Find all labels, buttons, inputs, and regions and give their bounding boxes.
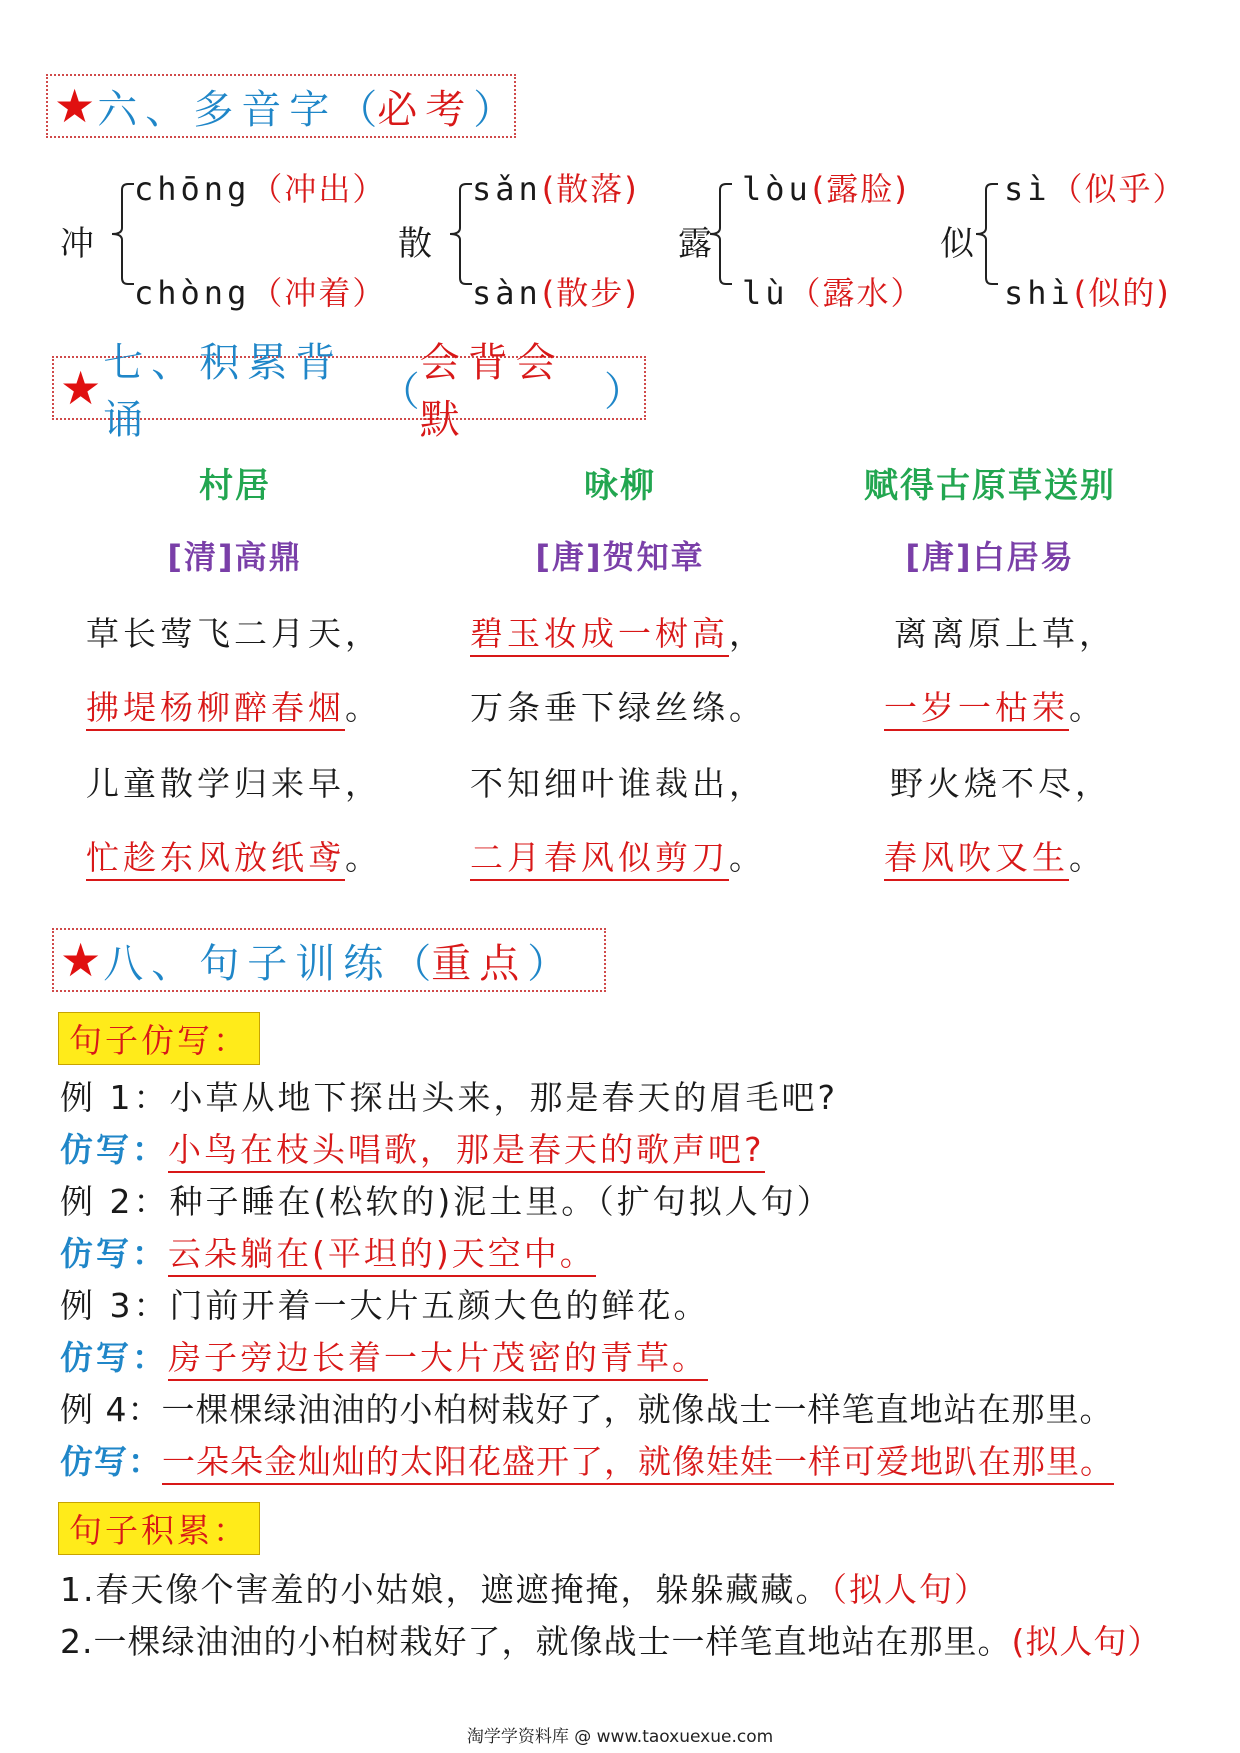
imitation-line: 仿写：小鸟在枝头唱歌，那是春天的歌声吧? [60,1124,765,1171]
section-6-header: ★ 六、多音字 （ 必考 ） [46,74,516,138]
example-line: 例 3：门前开着一大片五颜大色的鲜花。 [60,1286,710,1325]
example-line: 例 1：小草从地下探出头来，那是春天的眉毛吧? [60,1078,839,1117]
section-6-title: 六、多音字 [97,86,338,133]
section-7-header: ★ 七、积累背诵 （ 会背会默 ） [52,356,646,420]
poem-line: 二月春风似剪刀。 [470,832,766,879]
star-icon: ★ [60,361,102,415]
section-7-subtitle: 会背会默 [419,340,564,443]
poly-line: sì（似乎） [1004,170,1187,208]
section-8-subtitle: 重点 [431,940,528,987]
accumulation-tag: 句子积累： [58,1502,260,1555]
poly-line: sàn(散步) [472,274,639,312]
poem-line: 春风吹又生。 [884,832,1106,879]
poem-author: [清]高鼎 [167,538,303,576]
star-icon: ★ [54,79,96,133]
poem-line: 野火烧不尽， [890,764,1112,803]
poly-char: 散 [398,224,432,264]
poem-line: 万条垂下绿丝绦。 [470,688,766,727]
poem-title: 赋得古原草送别 [864,466,1116,506]
poem-line: 儿童散学归来早， [86,764,382,803]
section-6-subtitle: 必考 [377,86,474,133]
poly-line: sǎn(散落) [472,170,639,208]
footer-watermark: 淘学学资料库 @ www.taoxuexue.com [466,1727,774,1747]
imitation-line: 仿写：一朵朵金灿灿的太阳花盛开了，就像娃娃一样可爱地趴在那里。 [60,1436,1114,1483]
section-8-title: 八、句子训练 [103,940,392,987]
poem-line: 一岁一枯荣。 [884,682,1106,729]
imitation-line: 仿写：云朵躺在(平坦的)天空中。 [60,1228,596,1275]
poem-title: 咏柳 [584,466,656,506]
poly-char: 似 [940,224,974,264]
poem-line: 不知细叶谁裁出， [470,764,766,803]
poly-line: shì(似的) [1004,274,1171,312]
star-icon: ★ [60,933,102,987]
poly-line: chòng（冲着） [134,274,387,312]
poem-line: 碧玉妆成一树高， [470,608,766,655]
poem-line: 草长莺飞二月天， [86,614,382,653]
example-line: 例 4：一棵棵绿油油的小柏树栽好了，就像战士一样笔直地站在那里。 [60,1390,1114,1429]
example-line: 例 2：种子睡在(松软的)泥土里。（扩句拟人句） [60,1182,833,1221]
section-8-header: ★ 八、句子训练 （ 重点 ） [52,928,606,992]
accumulation-line: 1.春天像个害羞的小姑娘，遮遮掩掩，躲躲藏藏。（拟人句） [60,1570,989,1609]
poem-line: 离离原上草， [894,614,1116,653]
imitation-tag: 句子仿写： [58,1012,260,1065]
poly-line: lòu(露脸) [742,170,909,208]
poem-line: 拂堤杨柳醉春烟。 [86,682,382,729]
section-7-title: 七、积累背诵 [103,340,344,443]
accumulation-line: 2.一棵绿油油的小柏树栽好了，就像战士一样笔直地站在那里。(拟人句） [60,1622,1162,1661]
poem-author: [唐]白居易 [905,538,1075,576]
poem-line: 忙趁东风放纸鸢。 [86,832,382,879]
poly-line: chōng（冲出） [134,170,387,208]
poem-title: 村居 [199,466,271,506]
poly-char: 露 [678,224,712,264]
poly-char: 冲 [60,224,94,264]
poem-author: [唐]贺知章 [535,538,705,576]
imitation-line: 仿写：房子旁边长着一大片茂密的青草。 [60,1332,708,1379]
poly-line: lù（露水） [742,274,925,312]
